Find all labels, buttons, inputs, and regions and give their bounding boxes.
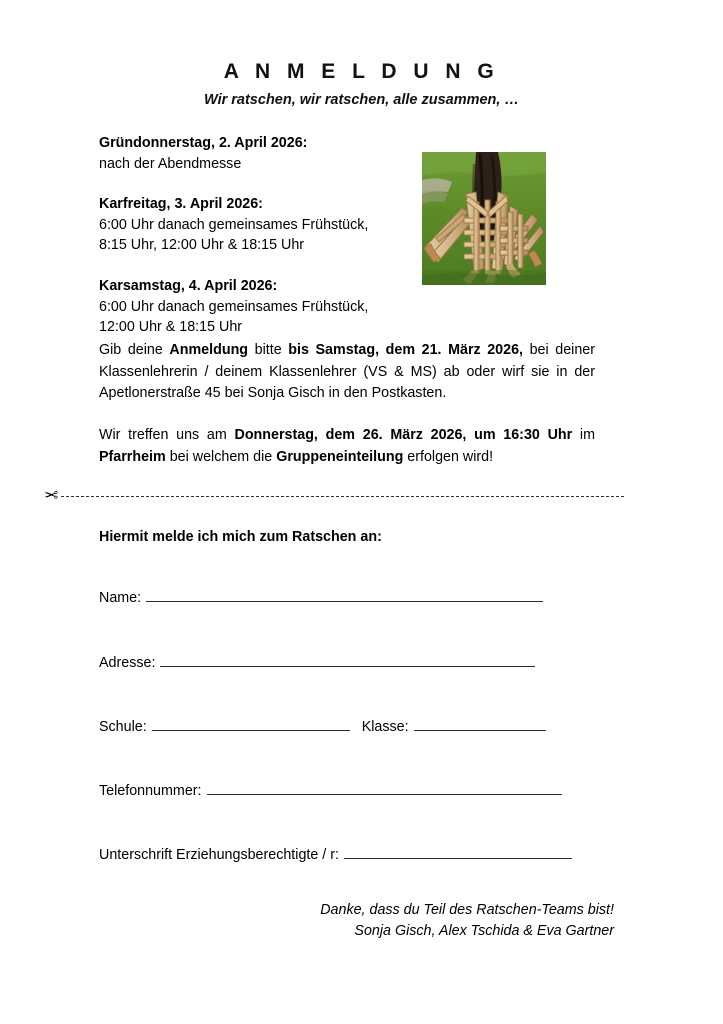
field-adresse-input[interactable]	[160, 653, 535, 667]
field-adresse[interactable]	[99, 653, 535, 671]
field-schule-input[interactable]	[152, 717, 350, 731]
form-heading: Hiermit melde ich mich zum Ratschen an:	[99, 529, 382, 545]
paragraph-emphasis: Pfarrheim	[99, 448, 166, 465]
paragraph-anmeldung	[99, 340, 595, 405]
field-telefonnummer[interactable]	[99, 781, 562, 799]
ratschen-photo	[422, 152, 546, 285]
schedule-heading: Karsamstag, 4. April 2026:	[99, 277, 278, 294]
paragraph-treffen	[99, 425, 595, 468]
dashed-cut-rule	[61, 496, 624, 497]
field-schule-label: Schule:	[99, 719, 147, 735]
schedule-line: 8:15 Uhr, 12:00 Uhr & 18:15 Uhr	[99, 237, 305, 254]
cut-here-line	[44, 485, 624, 507]
field-name[interactable]	[99, 588, 543, 606]
schedule-block	[99, 133, 409, 338]
paragraph-text: Gib deine	[99, 342, 170, 358]
schedule-spacer	[99, 256, 409, 276]
paragraph-text: erfolgen wird!	[403, 448, 494, 465]
field-unterschrift[interactable]	[99, 845, 572, 863]
paragraph-text: bei deiner Klassenlehrerin / deinem Klassenlehrer (VS & MS) ab oder wirf sie in der Apetlonerstraße 45 bei Sonja Gisch in den Postkasten.	[99, 342, 596, 401]
page-subtitle: Wir ratschen, wir ratschen, alle zusammen, …	[204, 92, 519, 108]
paragraph-emphasis: bis Samstag, dem 21. März 2026,	[288, 342, 524, 358]
paragraph-emphasis: Anmeldung	[169, 342, 249, 358]
schedule-heading: Karfreitag, 3. April 2026:	[99, 196, 263, 213]
field-name-label: Name:	[99, 590, 142, 606]
schedule-line: nach der Abendmesse	[99, 155, 242, 172]
closing-block	[320, 900, 614, 942]
field-unterschrift-input[interactable]	[344, 845, 572, 859]
paragraph-text: im	[572, 427, 596, 443]
schedule-line: 6:00 Uhr danach gemeinsames Frühstück,	[99, 298, 369, 315]
paragraph-text: Wir treffen uns am	[99, 427, 235, 443]
paragraph-text: bitte	[248, 342, 289, 358]
paragraph-emphasis: Gruppeneinteilung	[276, 448, 404, 465]
field-name-input[interactable]	[146, 588, 543, 602]
schedule-line: 12:00 Uhr & 18:15 Uhr	[99, 319, 243, 336]
field-klasse-input[interactable]	[414, 717, 546, 731]
schedule-heading: Gründonnerstag, 2. April 2026:	[99, 135, 308, 151]
page-title: A N M E L D U N G	[223, 60, 500, 83]
paragraph-text: bei welchem die	[165, 448, 277, 465]
field-telefonnummer-input[interactable]	[207, 781, 562, 795]
scissors-icon: ✂	[44, 485, 59, 506]
schedule-line: 6:00 Uhr danach gemeinsames Frühstück,	[99, 216, 369, 233]
field-unterschrift-label: Unterschrift Erziehungsberechtigte / r:	[99, 847, 339, 863]
ratschen-photo-image	[422, 152, 546, 285]
field-schule-klasse-row[interactable]	[99, 717, 546, 735]
closing-signature: Sonja Gisch, Alex Tschida & Eva Gartner	[354, 923, 614, 939]
schedule-spacer	[99, 174, 409, 194]
field-adresse-label: Adresse:	[99, 655, 156, 671]
paragraph-emphasis: Donnerstag, dem 26. März 2026, um 16:30 Uhr	[234, 427, 573, 443]
field-telefonnummer-label: Telefonnummer:	[99, 783, 202, 799]
field-klasse-label: Klasse:	[361, 719, 409, 735]
closing-thanks: Danke, dass du Teil des Ratschen-Teams bist!	[320, 902, 614, 918]
